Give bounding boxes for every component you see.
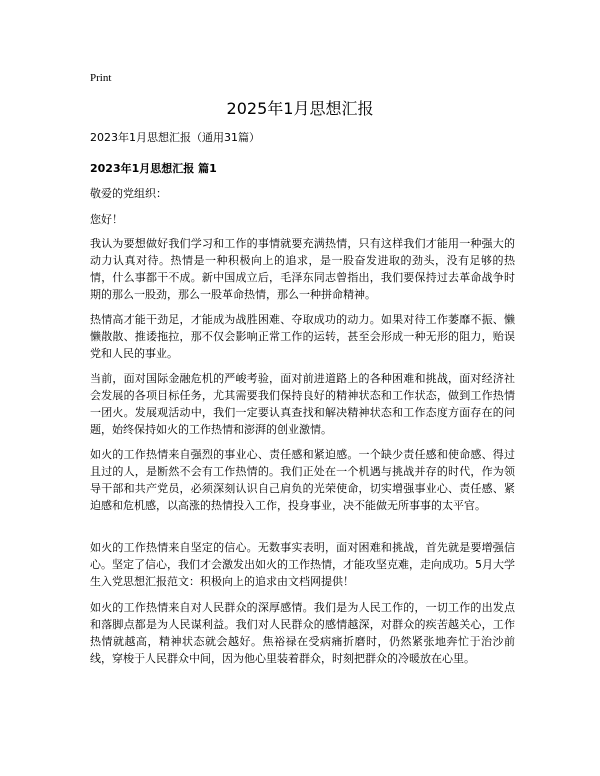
print-link[interactable]: Print [90,72,112,84]
page-title: 2025年1月思想汇报 [226,99,374,118]
document-subtitle: 2023年1月思想汇报（通用31篇） [90,131,260,144]
section-heading: 2023年1月思想汇报 篇1 [90,162,217,175]
salutation: 敬爱的党组织： [90,187,167,200]
body-paragraph: 我认为要想做好我们学习和工作的事情就要充满热情，只有这样我们才能用一种强大的动力认真对待。热情是一种积极向上的追求，是一股奋发进取的劲头，没有足够的热情，什么事都干不成。新中国成立后，毛泽东同志曾指出，我们要保持过去革命战争时期的那么一股劲，那么一股革命热情，那么一种拼命精神。 [90,237,515,301]
greeting: 您好！ [90,213,123,226]
body-paragraph: 如火的工作热情来自坚定的信心。无数事实表明，面对困难和挑战，首先就是要增强信心。坚定了信心，我们才会激发出如火的工作热情，才能攻坚克难，走向成功。5月大学生入党思想汇报范文：积极向上的追求由文档网提供！ [90,541,515,588]
body-paragraph: 热情高才能干劲足，才能成为战胜困难、夺取成功的动力。如果对待工作萎靡不振、懒懒散散、推诿拖拉，那不仅会影响正常工作的运转，甚至会形成一种无形的阻力，贻误党和人民的事业。 [90,313,515,360]
body-paragraph: 当前，面对国际金融危机的严峻考验，面对前进道路上的各种困难和挑战，面对经济社会发展的各项目标任务，尤其需要我们保持良好的精神状态和工作状态，做到工作热情一团火。发展观活动中，我们一定要认真查找和解决精神状态和工作态度方面存在的问题，始终保持如火的工作热情和澎湃的创业激情。 [90,372,515,436]
body-paragraph: 如火的工作热情来自强烈的事业心、责任感和紧迫感。一个缺少责任感和使命感、得过且过的人，是断然不会有工作热情的。我们正处在一个机遇与挑战并存的时代，作为领导干部和共产党员，必须深刻认识自己肩负的光荣使命，切实增强事业心、责任感、紧迫感和危机感，以高涨的热情投入工作，投身事业，决不能做无所事事的太平官。 [90,448,515,512]
body-paragraph: 如火的工作热情来自对人民群众的深厚感情。我们是为人民工作的，一切工作的出发点和落脚点都是为人民谋利益。我们对人民群众的感情越深，对群众的疾苦越关心，工作热情就越高，精神状态就会越好。焦裕禄在受病痛折磨时，仍然紧张地奔忙于治沙前线，穿梭于人民群众中间，因为他心里装着群众，时刻把群众的冷暖放在心里。 [90,601,515,665]
